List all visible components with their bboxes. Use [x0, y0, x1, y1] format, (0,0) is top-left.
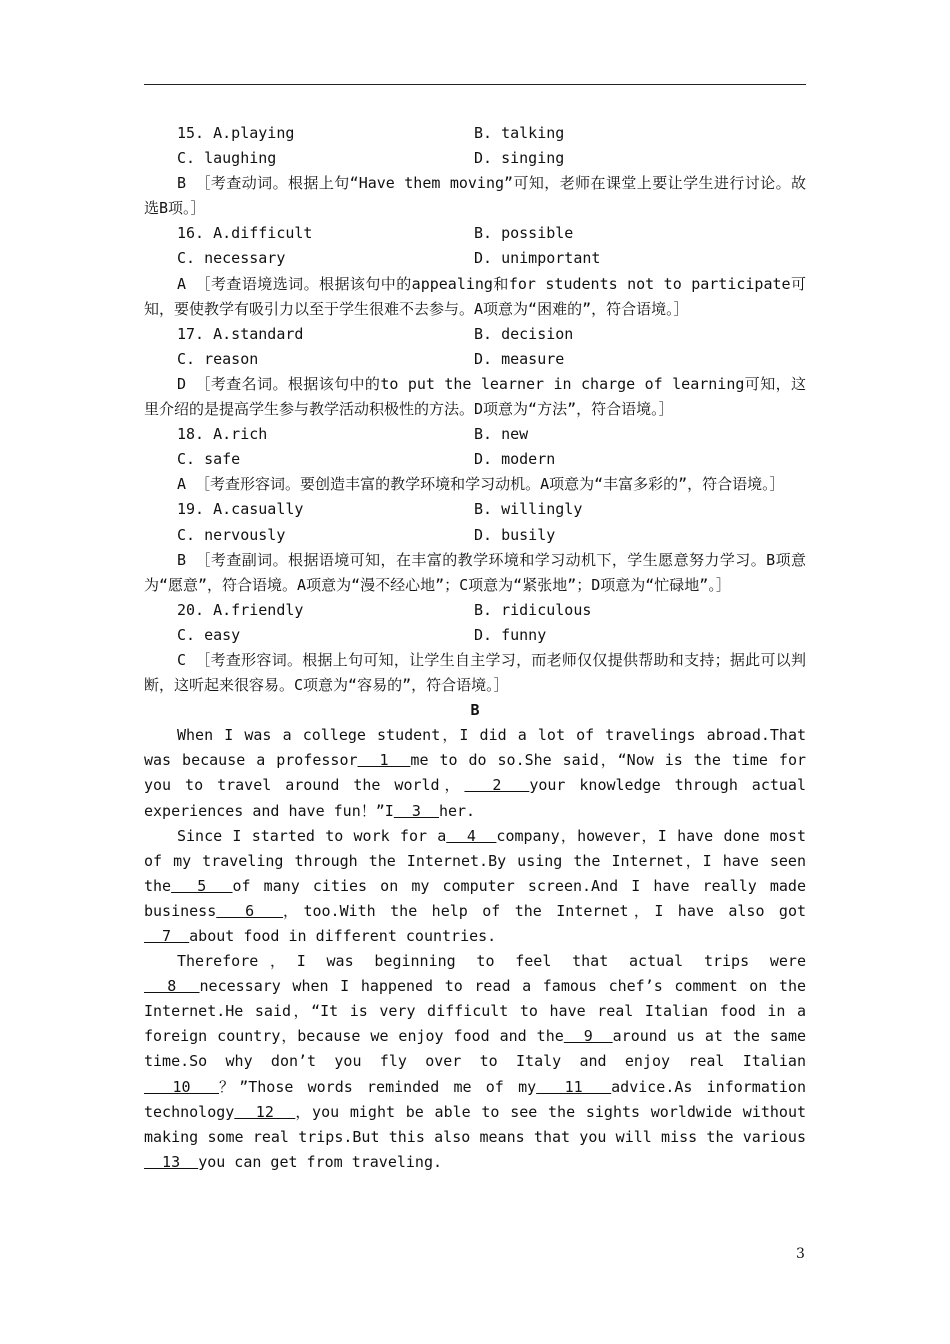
option-d: D. funny: [474, 625, 547, 644]
passage-text: about food in different countries.: [189, 927, 497, 945]
blank-12: 12: [234, 1102, 296, 1121]
option-b: B. willingly: [474, 500, 583, 519]
option-b: B. new: [474, 425, 529, 444]
option-c: C. reason: [177, 349, 259, 368]
passage-text: you can get from traveling.: [198, 1152, 443, 1171]
passage-text: advice.As information technology: [144, 1077, 806, 1121]
passage-paragraph-1: [144, 723, 806, 823]
passage-text: your knowledge through actual experiences and have fun！”I: [144, 776, 806, 820]
section-title: B: [470, 701, 480, 720]
answer-20: C ［考查形容词。根据上句可知，让学生自主学习，而老师仅仅提供帮助和支持；据此可以判断，这听起来很容易。C项意为“容易的”，符合语境。］: [144, 650, 806, 695]
blank-10: 10: [144, 1077, 219, 1096]
option-c: C. easy: [177, 625, 241, 644]
option-b: B. ridiculous: [474, 600, 592, 619]
blank-3: 3: [393, 801, 439, 820]
passage-text: When I was a college student，I did a lot of travelings abroad.That was because a professor: [144, 726, 806, 770]
option-d: D. unimportant: [474, 249, 601, 268]
blank-7: 7: [144, 927, 190, 945]
answer-17: D ［考查名词。根据该句中的to put the learner in charge of learning可知，这里介绍的是提高学生参与教学活动积极性的方法。D项意为“方法”，符合语境。］: [144, 374, 806, 419]
question-18-row-2: [144, 447, 806, 472]
question-18-row-1: [144, 422, 806, 447]
question-20-row-1: [144, 598, 806, 623]
question-19-row-1: [144, 497, 806, 522]
passage-text: me to do so.She said，“Now is the time for you to travel around the world，: [144, 751, 806, 795]
passage-text: ，you might be able to see the sights worldwide without making some real trips.But this also means that you will miss the various: [144, 1102, 807, 1146]
passage-text: company，however，I have done most of my traveling through the Internet.By using the Internet，I have seen the: [144, 826, 806, 895]
answer-15: B ［考查动词。根据上句“Have them moving”可知，老师在课堂上要让学生进行讨论。故选B项。］: [144, 174, 806, 218]
page-content: [144, 121, 806, 1175]
answer-19: B ［考查副词。根据语境可知，在丰富的教学环境和学习动机下，学生愿意努力学习。B项意为“愿意”，符合语境。A项意为“漫不经心地”；C项意为“紧张地”；D项意为“忙碌地”。］: [144, 550, 806, 594]
blank-5: 5: [171, 876, 233, 895]
question-20-row-2: [144, 623, 806, 648]
option-b: B. talking: [474, 124, 565, 142]
blank-1: 1: [357, 751, 411, 770]
question-17-row-2: [144, 347, 806, 372]
blank-13: 13: [144, 1152, 199, 1171]
passage-paragraph-3: [144, 949, 806, 1175]
option-d: D. singing: [474, 149, 565, 168]
blank-11: 11: [536, 1077, 612, 1096]
option-d: D. modern: [474, 450, 556, 469]
option-c: C. nervously: [177, 525, 286, 544]
option-a: 17. A.standard: [177, 324, 304, 343]
question-19-row-2: [144, 523, 806, 548]
passage-text: necessary when I happened to read a famous chef’s comment on the Internet.He said，“It is very difficult to have real Italian food in a foreign country，because we enjoy food and the: [144, 977, 807, 1046]
passage-text: Since I started to work for a: [177, 826, 447, 845]
option-a: 19. A.casually: [177, 500, 304, 519]
option-b: B. possible: [474, 224, 574, 243]
option-c: C. safe: [177, 450, 241, 469]
passage-text: ，too.With the help of the Internet，I have also got: [283, 901, 807, 920]
question-16-row-2: [144, 246, 806, 271]
question-15-row-1: [144, 121, 806, 146]
passage-text: of many cities on my computer screen.And I have really made business: [144, 876, 806, 920]
option-b: B. decision: [474, 324, 574, 343]
blank-8: 8: [144, 977, 200, 996]
question-17-row-1: [144, 322, 806, 347]
blank-9: 9: [563, 1027, 613, 1046]
option-a: 15. A.playing: [177, 124, 295, 142]
answer-16: A ［考查语境选词。根据该句中的appealing和for students not to participate可知，要使教学有吸引力以至于学生很难不去参与。A项意为“困难的”，符合语境。］: [144, 274, 806, 318]
option-a: 20. A.friendly: [177, 600, 304, 619]
passage-text: ？”Those words reminded me of my: [219, 1077, 537, 1096]
passage-text: her.: [438, 801, 476, 820]
blank-4: 4: [446, 826, 497, 845]
blank-6: 6: [216, 901, 284, 920]
option-d: D. busily: [474, 525, 556, 544]
option-c: C. necessary: [177, 249, 286, 268]
blank-2: 2: [464, 776, 530, 795]
answer-18: A ［考查形容词。要创造丰富的教学环境和学习动机。A项意为“丰富多彩的”，符合语境。］: [177, 475, 785, 494]
question-15-row-2: [144, 146, 806, 171]
passage-text: around us at the same time.So why don’t you fly over to Italy and enjoy real Italian: [144, 1027, 807, 1071]
option-a: 18. A.rich: [177, 425, 268, 444]
page-number: 3: [796, 1246, 805, 1262]
passage-paragraph-2: [144, 824, 806, 949]
header-rule: [144, 84, 806, 85]
option-a: 16. A.difficult: [177, 224, 313, 243]
question-16-row-1: [144, 221, 806, 246]
option-c: C. laughing: [177, 149, 277, 168]
option-d: D. measure: [474, 349, 565, 368]
passage-text: Therefore，I was beginning to feel that actual trips were: [177, 952, 806, 971]
